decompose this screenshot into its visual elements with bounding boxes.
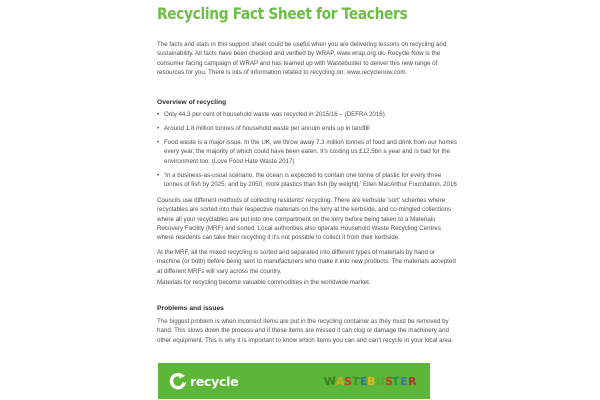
wastebuster-letter: E xyxy=(399,374,409,388)
wastebuster-letter: R xyxy=(407,374,417,388)
wastebuster-letter: U xyxy=(375,374,386,388)
bullet-text: 'In a business-as-usual scenario, the ocean is expected to contain one tonne of plastic for every three tonnes of fish by 2025, and by 2050, more plastics than fish [by weight].' Ellen MacArthur Foundation, 2016 xyxy=(164,171,457,188)
bullet-text: Food waste is a major issue. In the UK, we throw away 7.3 million tonnes of food and drink from our homes every year, the majority of which could have been eaten. It's costing us £12.5bn a year and is bad for the environment too. (Love Food Hate Waste 2017) xyxy=(164,138,458,165)
wastebuster-letter: S xyxy=(384,374,393,388)
overview-paragraph-collections: Councils use different methods of collecting residents' recycling. There are kerbside 'sort' schemes where recyclables are sorted into their respective materials on the lorry at the kerbside, and co-mingled collections where all your recyclables are put into one compartment on the lorry before being taken to a Materials Recovery Facility (MRF) and sorted. Local authorities also operate Household Waste Recycling Centres where residents can take their recycling if it's not possible to collect it from their kerbside. xyxy=(157,197,452,242)
bullet-text: Only 44.3 per cent of household waste was recycled in 2015/16 – (DEFRA 2016) xyxy=(164,111,385,118)
overview-paragraph-commodities: Materials for recycling become valuable commodities in the worldwide market. xyxy=(157,279,371,286)
recycle-now-logo xyxy=(169,372,238,390)
page-title: Recycling Fact Sheet for Teachers xyxy=(157,4,408,23)
wastebuster-letter: A xyxy=(335,374,345,388)
section-heading-overview: Overview of recycling xyxy=(157,99,227,106)
wastebuster-letter: T xyxy=(392,374,401,388)
overview-paragraph-mrf: At the MRF, all the mixed recycling is sorted and separated into different types of materials by hand or machine (or both) before being sent to manufacturers who make it into new products. The materials accepted at different MRFs will vary across the country. xyxy=(157,249,456,275)
bullet-marker: • xyxy=(157,138,160,146)
bullet-marker: • xyxy=(157,124,160,132)
wastebuster-letter: T xyxy=(351,374,361,388)
wastebuster-letter: S xyxy=(343,374,353,388)
wastebuster-letter: E xyxy=(359,374,368,388)
wastebuster-letter: B xyxy=(366,374,377,388)
recycle-logo-label: recycle xyxy=(190,373,239,389)
wastebuster-logo xyxy=(322,373,417,389)
bullet-text: Around 1.8 million tonnes of household waste per annum ends up in landfill xyxy=(164,124,370,132)
bullet-item xyxy=(157,110,459,119)
recycle-loop-icon xyxy=(169,372,187,390)
intro-paragraph: The facts and stats in this support sheet could be useful when you are delivering lessons on recycling and sustainability. All facts have been checked and verified by WRAP, www.wrap.org.uk. Recycle Now is the consumer facing campaign of WRAP and has teamed up with Wastebuster to deliver this new range of resources for you. There is lots of information related to recycling on: www.recyclenow.com. xyxy=(157,41,447,76)
bullet-marker: • xyxy=(157,171,160,179)
section-heading-problems: Problems and issues xyxy=(157,305,224,312)
overview-bullet-list xyxy=(157,110,459,194)
bullet-marker: • xyxy=(157,111,160,118)
bullet-item xyxy=(157,171,459,190)
footer-bar xyxy=(158,363,430,399)
bullet-item xyxy=(157,138,459,166)
bullet-item xyxy=(157,124,459,133)
wastebuster-letter: W xyxy=(322,373,337,389)
problems-paragraph: The biggest problem is when incorrect items are put in the recycling container as they must be removed by hand. This slows down the process and if these items are missed it can clog or damage the machinery and other equipment. This is why it is important to know which items you can and can't recycle in your local area. xyxy=(157,318,454,344)
